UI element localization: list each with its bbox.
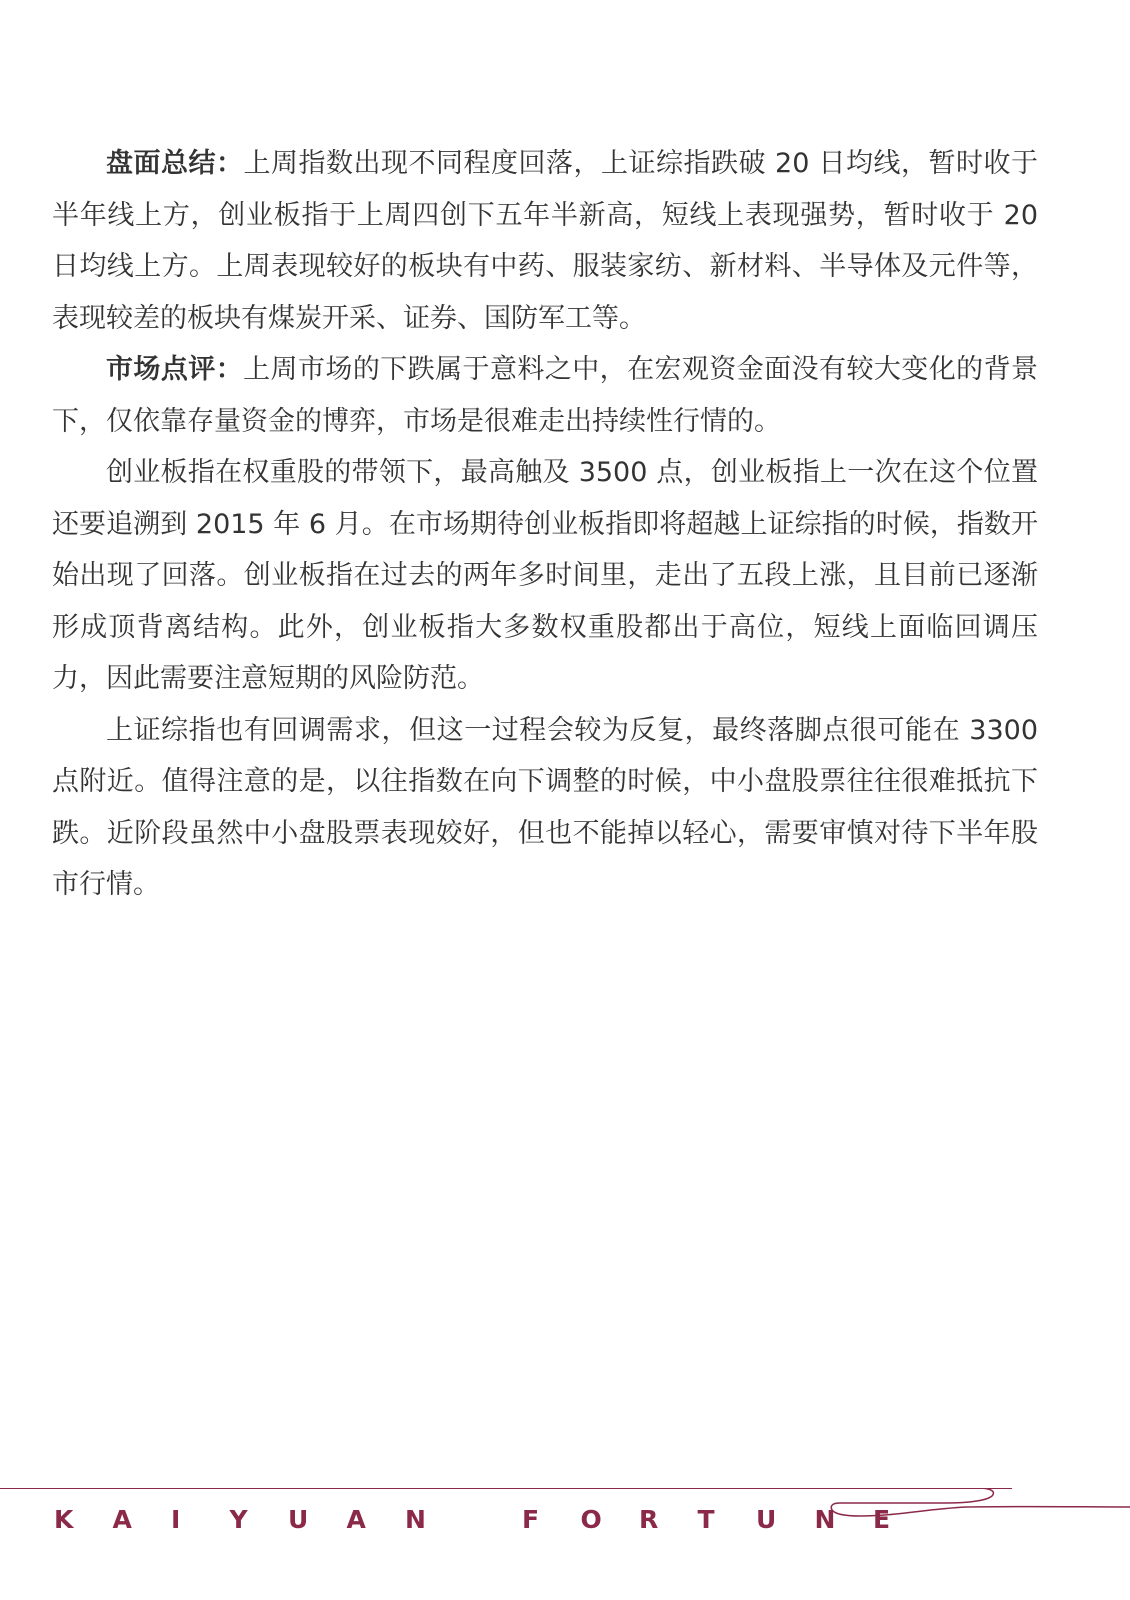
brand-letter: O <box>580 1504 602 1534</box>
brand-wordmark <box>54 1502 932 1536</box>
brand-letter: U <box>288 1504 309 1534</box>
brand-letter: T <box>697 1504 715 1534</box>
paragraph-label: 市场点评： <box>106 354 244 385</box>
brand-letter: A <box>112 1504 132 1534</box>
brand-letter: N <box>405 1504 426 1534</box>
article-body <box>52 138 1038 911</box>
page-footer <box>0 1488 1130 1548</box>
paragraph-label: 盘面总结： <box>106 148 244 179</box>
paragraph-summary <box>52 138 1038 344</box>
paragraph-market-comment <box>52 344 1038 447</box>
swoosh-decoration <box>826 1488 1130 1548</box>
brand-letter: K <box>54 1504 74 1534</box>
paragraph-chinext <box>52 447 1038 705</box>
brand-letter: U <box>756 1504 777 1534</box>
paragraph-text: 上周指数出现不同程度回落，上证综指跌破 20 日均线，暂时收于半年线上方，创业板指于上周四创下五年半新高，短线上表现强势，暂时收于 20 日均线上方。上周表现较好的板块有中药、服装家纺、新材料、半导体及元件等，表现较差的板块有煤炭开采、证券、国防军工等。 <box>52 148 1038 334</box>
brand-letter: I <box>171 1504 181 1534</box>
brand-letter: Y <box>229 1504 248 1534</box>
paragraph-text: 上证综指也有回调需求，但这一过程会较为反复，最终落脚点很可能在 3300 点附近。值得注意的是，以往指数在向下调整的时候，中小盘股票往往很难抵抗下跌。近阶段虽然中小盘股票表现姣好，但也不能掉以轻心，需要审慎对待下半年股市行情。 <box>52 714 1038 900</box>
paragraph-text: 上周市场的下跌属于意料之中，在宏观资金面没有较大变化的背景下，仅依靠存量资金的博弈，市场是很难走出持续性行情的。 <box>52 354 1039 437</box>
brand-letter: R <box>639 1504 659 1534</box>
brand-letter: A <box>346 1504 366 1534</box>
paragraph-text: 创业板指在权重股的带领下，最高触及 3500 点，创业板指上一次在这个位置还要追溯到 2015 年 6 月。在市场期待创业板指即将超越上证综指的时候，指数开始出现了回落。创业板指在过去的两年多时间里，走出了五段上涨，且目前已逐渐形成顶背离结构。此外，创业板指大多数权重股都出于高位，短线上面临回调压力，因此需要注意短期的风险防范。 <box>52 457 1038 694</box>
brand-letter: N <box>814 1504 836 1534</box>
brand-letter: E <box>873 1504 891 1534</box>
brand-letter: F <box>522 1504 540 1534</box>
paragraph-shanghai <box>52 705 1038 911</box>
